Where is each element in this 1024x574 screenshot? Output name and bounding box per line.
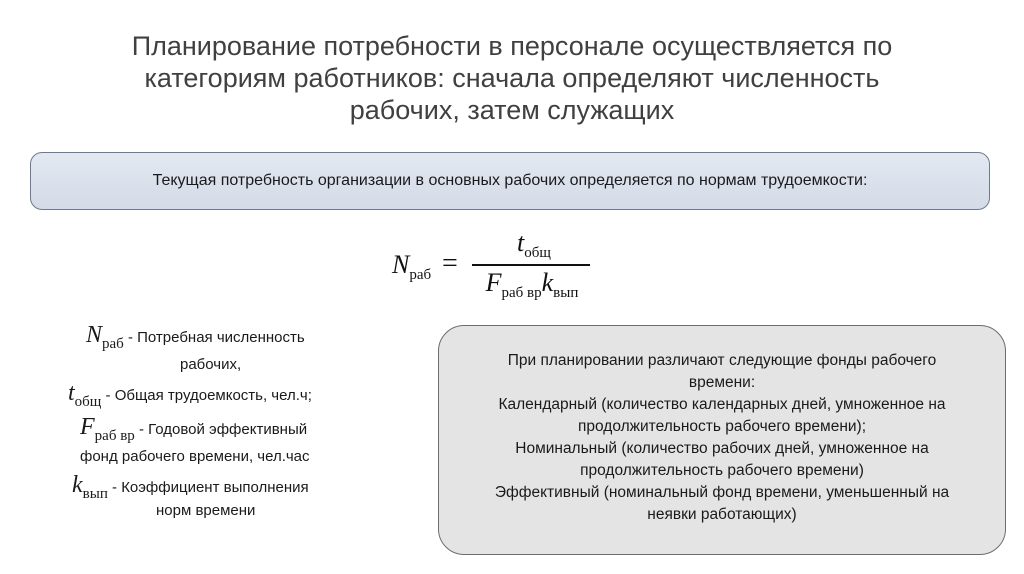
title-line-1: Планирование потребности в персонале осуществляется по [131, 31, 893, 61]
panel-line: продолжительность рабочего времени); [577, 418, 867, 435]
title-line-2: категориям работников: сначала определяют численность [144, 63, 880, 93]
fraction-bar [472, 264, 590, 266]
panel-line: продолжительность рабочего времени) [580, 462, 864, 479]
panel-line: При планировании различают следующие фонды рабочего [507, 352, 937, 369]
formula-lhs: $N_{раб}$ [392, 250, 432, 284]
panel-line: неявки работающих) [647, 506, 797, 523]
definition-n-cont: рабочих, [180, 356, 242, 373]
banner-text: Текущая потребность организации в основных рабочих определяется по нормам трудоемкости: [152, 172, 868, 189]
definition-t: $t_{общ}$ - Общая трудоемкость, чел.ч; [68, 380, 312, 410]
panel-line: Календарный (количество календарных дней, умноженное на [498, 396, 946, 413]
workers-formula [392, 228, 612, 308]
panel-line: времени: [688, 374, 756, 391]
info-banner [30, 152, 990, 210]
formula-denominator: $F_{раб вр}k_{вып}$ [485, 268, 579, 302]
panel-line: Номинальный (количество рабочих дней, умноженное на [515, 440, 929, 457]
definition-f-cont: фонд рабочего времени, чел.час [80, 448, 310, 465]
title-line-3: рабочих, затем служащих [349, 95, 675, 125]
definition-n: $N_{раб}$ - Потребная численность [86, 322, 305, 352]
panel-line: Эффективный (номинальный фонд времени, уменьшенный на [494, 484, 950, 501]
work-time-funds-panel [438, 325, 1006, 555]
formula-equals: = [442, 248, 458, 279]
definition-k-cont: норм времени [156, 502, 256, 519]
slide-title [60, 30, 964, 126]
formula-numerator: $t_{общ}$ [517, 228, 551, 262]
definition-f: $F_{раб вр}$ - Годовой эффективный [80, 414, 308, 444]
definition-k: $k_{вып}$ - Коэффициент выполнения [72, 472, 309, 502]
